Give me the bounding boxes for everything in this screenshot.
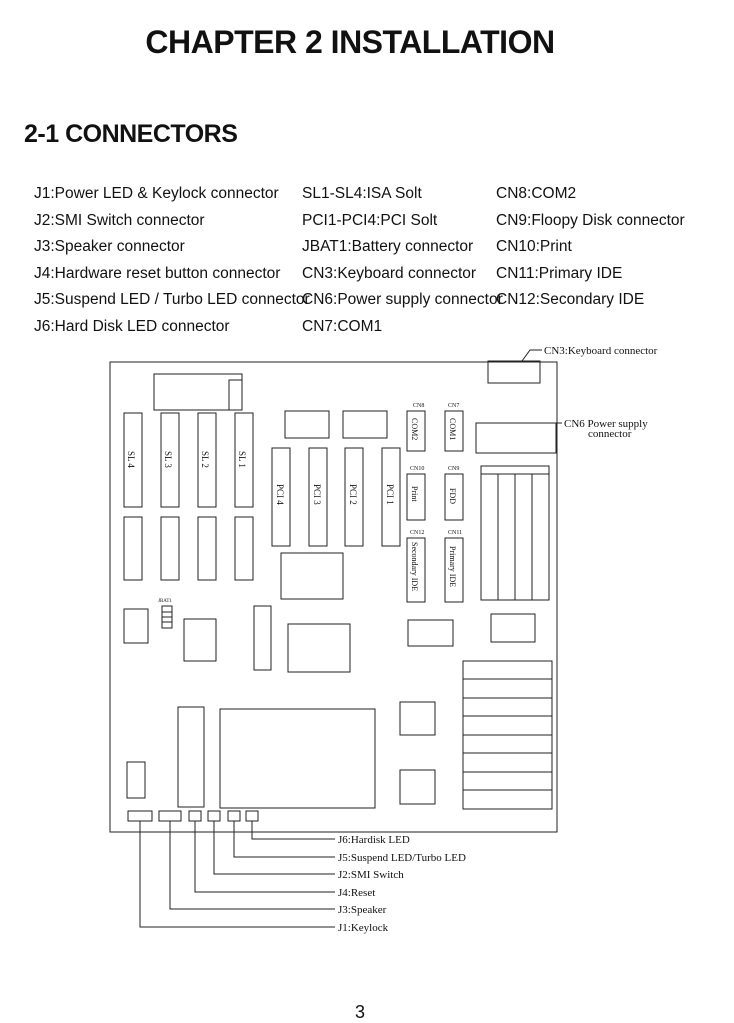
pci-slot-label: PCI 1	[385, 484, 395, 505]
board-chip	[281, 553, 343, 599]
connector-item: J6:Hard Disk LED connector	[34, 317, 230, 335]
j1-jumper	[128, 811, 152, 821]
connector-item: JBAT1:Battery connector	[302, 238, 474, 255]
cn11-text: Primary IDE	[448, 546, 457, 588]
pci-slot-label: PCI 2	[348, 484, 358, 505]
isa-slot-label: SL 2	[200, 451, 210, 468]
cn9-text: FDD	[448, 488, 457, 505]
jbat1-label: JBAT1	[158, 599, 172, 604]
cn8-text: COM2	[410, 418, 419, 441]
board-chip	[285, 411, 329, 438]
connector-item: CN10:Print	[496, 238, 572, 255]
isa-slot-lower	[235, 517, 253, 580]
page-number: 3	[355, 1002, 366, 1022]
board-component	[178, 707, 204, 807]
cn12-text: Secondary IDE	[410, 542, 419, 592]
callout-j4: J4:Reset	[338, 887, 376, 899]
cn7-text: COM1	[448, 418, 457, 441]
connector-item: CN6:Power supply connector	[302, 291, 503, 308]
pci-slot-label: PCI 4	[275, 484, 285, 505]
board-component	[127, 762, 145, 798]
cn7-label: CN7	[448, 403, 460, 409]
connector-item: CN11:Primary IDE	[496, 264, 623, 282]
cn10-text: Print	[410, 486, 419, 502]
connector-item: CN7:COM1	[302, 317, 383, 335]
callout-j1: J1:Keylock	[338, 922, 389, 934]
connector-item: J1:Power LED & Keylock connector	[34, 185, 279, 202]
isa-slot-label: SL 3	[163, 451, 173, 468]
connector-item: CN12:Secondary IDE	[496, 291, 645, 308]
board-chip	[184, 619, 216, 661]
board-chip	[288, 624, 350, 672]
section-title: 2-1 CONNECTORS	[24, 120, 238, 148]
callout-cn6: connector	[588, 428, 632, 440]
cn12-label: CN12	[410, 530, 425, 536]
callout-cn6: CN6 Power supply	[564, 418, 648, 430]
connector-item: PCI1-PCI4:PCI Solt	[302, 211, 438, 229]
callout-j3: J3:Speaker	[338, 904, 387, 916]
isa-slot-lower	[124, 517, 142, 580]
cpu-socket	[220, 709, 375, 808]
cn9-label: CN9	[448, 466, 460, 472]
callout-j6: J6:Hardisk LED	[338, 834, 410, 846]
board-chip	[343, 411, 387, 438]
connector-item: J5:Suspend LED / Turbo LED connector	[34, 291, 310, 308]
battery	[124, 609, 148, 643]
j6-jumper	[246, 811, 258, 821]
connector-item: SL1-SL4:ISA Solt	[302, 185, 422, 202]
cn3-keyboard-connector	[488, 361, 540, 383]
j5-jumper	[228, 811, 240, 821]
pci-slot-label: PCI 3	[312, 484, 322, 505]
cn10-label: CN10	[410, 466, 425, 472]
board-chip	[491, 614, 535, 642]
callout-leader	[252, 821, 335, 839]
callout-j5: J5:Suspend LED/Turbo LED	[338, 852, 466, 864]
callout-j2: J2:SMI Switch	[338, 869, 404, 881]
j4-jumper	[189, 811, 201, 821]
board-component	[254, 606, 271, 670]
j3-jumper	[159, 811, 181, 821]
isa-slot-label: SL 1	[237, 451, 247, 468]
chapter-title: CHAPTER 2 INSTALLATION	[145, 24, 555, 60]
board-chip	[408, 620, 453, 646]
connector-item: CN9:Floopy Disk connector	[496, 211, 685, 229]
cn8-label: CN8	[413, 403, 425, 409]
callout-leader	[214, 821, 335, 874]
isa-slot-label: SL 4	[126, 451, 136, 468]
connector-item: CN8:COM2	[496, 185, 577, 202]
connector-item: CN3:Keyboard connector	[302, 264, 477, 282]
isa-slot-lower	[198, 517, 216, 580]
board-outline	[110, 362, 557, 832]
connector-item: J2:SMI Switch connector	[34, 211, 205, 229]
board-component	[229, 380, 242, 410]
j2-jumper	[208, 811, 220, 821]
connector-item: J3:Speaker connector	[34, 238, 185, 255]
board-chip	[400, 702, 435, 735]
isa-slot-lower	[161, 517, 179, 580]
callout-cn3: CN3:Keyboard connector	[544, 345, 658, 357]
connector-item: J4:Hardware reset button connector	[34, 264, 281, 282]
board-chip	[400, 770, 435, 804]
cn6-power-supply-connector	[476, 423, 556, 453]
callout-leader	[522, 350, 542, 361]
cn11-label: CN11	[448, 530, 463, 536]
